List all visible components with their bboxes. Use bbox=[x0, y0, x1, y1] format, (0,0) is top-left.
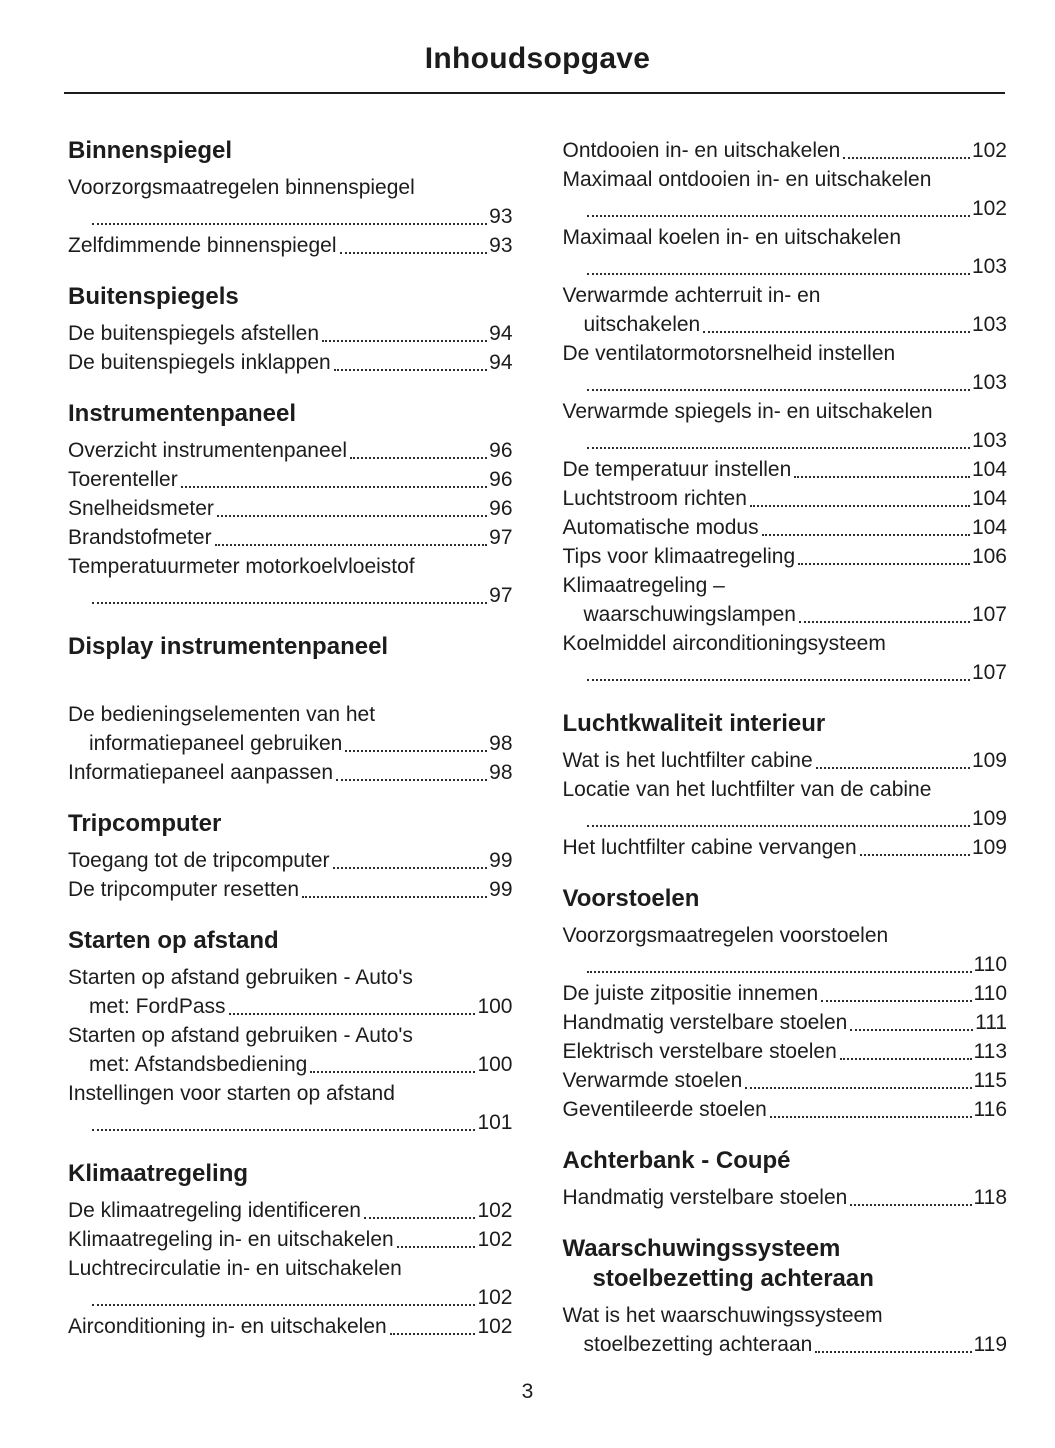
toc-entry-line bbox=[68, 436, 513, 465]
entry-text: Het luchtfilter cabine vervangen bbox=[562, 836, 857, 859]
toc-entry bbox=[563, 455, 1008, 484]
toc-entry-line bbox=[563, 339, 1008, 368]
entry-text: Verwarmde spiegels in- en uitschakelen bbox=[562, 400, 933, 423]
toc-entry bbox=[563, 165, 1008, 223]
entry-text: Luchtstroom richten bbox=[562, 487, 747, 510]
toc-entry bbox=[68, 231, 513, 260]
leader-dots bbox=[587, 825, 970, 827]
entry-page-number: 102 bbox=[477, 1315, 513, 1338]
toc-entry-line bbox=[68, 173, 513, 202]
toc-entry-line bbox=[563, 571, 1008, 600]
toc-entry-line bbox=[68, 1225, 513, 1254]
entry-page-number: 102 bbox=[971, 139, 1007, 162]
entry-text: Elektrisch verstelbare stoelen bbox=[562, 1040, 837, 1063]
entry-text: Wat is het luchtfilter cabine bbox=[562, 749, 813, 772]
entry-text: Overzicht instrumentenpaneel bbox=[68, 439, 347, 462]
leader-dots bbox=[799, 621, 970, 623]
entry-text: Temperatuurmeter motorkoelvloeistof bbox=[68, 555, 415, 578]
toc-entry-line bbox=[68, 552, 513, 581]
toc-entry-line bbox=[563, 223, 1008, 252]
toc-section bbox=[563, 1234, 1008, 1359]
entry-page-number: 110 bbox=[973, 953, 1007, 976]
toc-entry-line bbox=[563, 804, 1008, 833]
entry-page-number: 109 bbox=[971, 749, 1007, 772]
leader-dots bbox=[92, 1129, 475, 1131]
entry-page-number: 106 bbox=[971, 545, 1007, 568]
entry-page-number: 111 bbox=[975, 1011, 1007, 1034]
toc-column bbox=[563, 136, 1008, 1381]
entry-text: Luchtrecirculatie in- en uitschakelen bbox=[68, 1257, 402, 1280]
section-heading: Instrumentenpaneel bbox=[68, 400, 297, 427]
toc-entry-line bbox=[68, 1312, 513, 1341]
toc-entry-line bbox=[68, 992, 513, 1021]
toc-entry bbox=[68, 758, 513, 787]
toc-entry-line bbox=[563, 1066, 1008, 1095]
toc-entry-line bbox=[68, 963, 513, 992]
entry-text: Verwarmde achterruit in- en bbox=[562, 284, 821, 307]
toc-section bbox=[68, 136, 513, 260]
toc-entry-line bbox=[68, 758, 513, 787]
leader-dots bbox=[229, 1013, 476, 1015]
toc-entry bbox=[68, 552, 513, 610]
entry-page-number: 118 bbox=[973, 1186, 1007, 1209]
toc-entry-line bbox=[563, 921, 1008, 950]
toc-entry-line bbox=[563, 658, 1008, 687]
leader-dots bbox=[215, 544, 488, 546]
entry-page-number: 102 bbox=[971, 197, 1007, 220]
entry-page-number: 97 bbox=[489, 526, 513, 549]
toc-entry bbox=[68, 875, 513, 904]
toc-entry-line bbox=[68, 700, 513, 729]
toc-entry-line bbox=[68, 494, 513, 523]
leader-dots bbox=[587, 971, 972, 973]
leader-dots bbox=[815, 1351, 971, 1353]
entry-text: Handmatig verstelbare stoelen bbox=[562, 1186, 848, 1209]
toc-entry-line bbox=[563, 513, 1008, 542]
entry-text: Klimaatregeling in- en uitschakelen bbox=[68, 1228, 394, 1251]
toc-entry bbox=[563, 1008, 1008, 1037]
toc-entry bbox=[563, 979, 1008, 1008]
entry-page-number: 110 bbox=[973, 982, 1007, 1005]
title-divider bbox=[64, 92, 1005, 94]
toc-entry bbox=[68, 436, 513, 465]
toc-entry-line bbox=[68, 319, 513, 348]
toc-entry-line bbox=[68, 1050, 513, 1079]
toc-section bbox=[563, 136, 1008, 687]
entry-text: informatiepaneel gebruiken bbox=[89, 732, 343, 755]
entry-text: stoelbezetting achteraan bbox=[583, 1333, 813, 1356]
entry-page-number: 116 bbox=[973, 1098, 1007, 1121]
section-heading: Klimaatregeling bbox=[68, 1160, 249, 1187]
leader-dots bbox=[770, 1116, 972, 1118]
leader-dots bbox=[340, 252, 488, 254]
toc-entry-line bbox=[563, 542, 1008, 571]
entry-page-number: 102 bbox=[477, 1286, 513, 1309]
toc-section bbox=[563, 1146, 1008, 1212]
toc-entry-line bbox=[563, 746, 1008, 775]
entry-text: Handmatig verstelbare stoelen bbox=[562, 1011, 848, 1034]
entry-text: Instellingen voor starten op afstand bbox=[68, 1082, 395, 1105]
toc-entry-line bbox=[563, 629, 1008, 658]
entry-text: waarschuwingslampen bbox=[583, 603, 796, 626]
toc-entry bbox=[563, 1066, 1008, 1095]
toc-entry bbox=[563, 775, 1008, 833]
toc-entry-line bbox=[563, 484, 1008, 513]
toc-entry-line bbox=[68, 1021, 513, 1050]
entry-text: Automatische modus bbox=[562, 516, 759, 539]
toc-entry bbox=[68, 465, 513, 494]
toc-entry bbox=[563, 542, 1008, 571]
entry-page-number: 119 bbox=[973, 1333, 1007, 1356]
leader-dots bbox=[840, 1058, 972, 1060]
section-heading: Display instrumentenpaneel bbox=[68, 633, 389, 660]
toc-entry-line bbox=[563, 368, 1008, 397]
section-heading: Binnenspiegel bbox=[68, 137, 233, 164]
leader-dots bbox=[762, 534, 970, 536]
entry-text: Toerenteller bbox=[68, 468, 178, 491]
entry-text: Voorzorgsmaatregelen voorstoelen bbox=[562, 924, 889, 947]
leader-dots bbox=[843, 157, 970, 159]
entry-text: Ontdooien in- en uitschakelen bbox=[562, 139, 841, 162]
toc-entry bbox=[563, 921, 1008, 979]
leader-dots bbox=[587, 679, 970, 681]
toc-entry-line bbox=[563, 310, 1008, 339]
toc-entry-line bbox=[563, 775, 1008, 804]
toc-entry-line bbox=[563, 136, 1008, 165]
entry-text: Informatiepaneel aanpassen bbox=[68, 761, 334, 784]
leader-dots bbox=[217, 515, 487, 517]
entry-page-number: 103 bbox=[971, 429, 1007, 452]
toc-section bbox=[68, 282, 513, 377]
toc-entry-line bbox=[563, 979, 1008, 1008]
toc-section bbox=[68, 1159, 513, 1341]
toc-entry bbox=[68, 700, 513, 758]
leader-dots bbox=[798, 563, 970, 565]
toc-entry bbox=[563, 339, 1008, 397]
toc-entry-line bbox=[563, 281, 1008, 310]
leader-dots bbox=[860, 854, 970, 856]
entry-page-number: 100 bbox=[477, 1053, 513, 1076]
section-heading: Waarschuwingssysteem stoelbezetting achteraan bbox=[562, 1235, 874, 1292]
entry-page-number: 102 bbox=[477, 1228, 513, 1251]
toc-entry bbox=[68, 846, 513, 875]
entry-text: Locatie van het luchtfilter van de cabine bbox=[562, 778, 932, 801]
toc-entry bbox=[563, 484, 1008, 513]
entry-text: Voorzorgsmaatregelen binnenspiegel bbox=[68, 176, 415, 199]
toc-entry-line bbox=[68, 1283, 513, 1312]
leader-dots bbox=[310, 1071, 475, 1073]
toc-entry bbox=[563, 1183, 1008, 1212]
entry-text: Brandstofmeter bbox=[68, 526, 212, 549]
toc-entry-line bbox=[563, 194, 1008, 223]
entry-text: Starten op afstand gebruiken - Auto's bbox=[68, 1024, 413, 1047]
toc-section bbox=[563, 884, 1008, 1124]
toc-entry bbox=[68, 1021, 513, 1079]
toc-entry-line bbox=[563, 1330, 1008, 1359]
toc-entry bbox=[563, 136, 1008, 165]
leader-dots bbox=[334, 369, 487, 371]
entry-text: Starten op afstand gebruiken - Auto's bbox=[68, 966, 413, 989]
toc-entry bbox=[68, 1079, 513, 1137]
entry-text: Airconditioning in- en uitschakelen bbox=[68, 1315, 387, 1338]
toc-section bbox=[563, 709, 1008, 862]
entry-text: De ventilatormotorsnelheid instellen bbox=[562, 342, 896, 365]
leader-dots bbox=[745, 1087, 971, 1089]
toc-entry bbox=[563, 1095, 1008, 1124]
section-heading: Luchtkwaliteit interieur bbox=[562, 710, 826, 737]
toc-entry-line bbox=[68, 523, 513, 552]
entry-text: Verwarmde stoelen bbox=[562, 1069, 743, 1092]
entry-page-number: 96 bbox=[489, 497, 513, 520]
entry-text: met: FordPass bbox=[89, 995, 226, 1018]
entry-text: uitschakelen bbox=[583, 313, 701, 336]
entry-page-number: 113 bbox=[973, 1040, 1007, 1063]
toc-entry-line bbox=[68, 465, 513, 494]
entry-page-number: 104 bbox=[971, 458, 1007, 481]
leader-dots bbox=[850, 1029, 973, 1031]
leader-dots bbox=[322, 340, 487, 342]
entry-text: Tips voor klimaatregeling bbox=[562, 545, 796, 568]
toc-entry-line bbox=[68, 1254, 513, 1283]
toc-entry-line bbox=[68, 1108, 513, 1137]
leader-dots bbox=[816, 767, 970, 769]
toc-entry bbox=[68, 319, 513, 348]
toc-entry bbox=[68, 494, 513, 523]
page-title: Inhoudsopgave bbox=[424, 42, 651, 75]
entry-page-number: 98 bbox=[489, 761, 513, 784]
leader-dots bbox=[587, 273, 970, 275]
entry-text: Toegang tot de tripcomputer bbox=[68, 849, 330, 872]
entry-text: De tripcomputer resetten bbox=[68, 878, 300, 901]
entry-page-number: 104 bbox=[971, 487, 1007, 510]
entry-page-number: 109 bbox=[971, 807, 1007, 830]
entry-page-number: 98 bbox=[489, 732, 513, 755]
entry-text: Zelfdimmende binnenspiegel bbox=[68, 234, 337, 257]
leader-dots bbox=[587, 389, 970, 391]
toc-entry bbox=[563, 833, 1008, 862]
entry-page-number: 97 bbox=[489, 584, 513, 607]
toc-entry-line bbox=[563, 165, 1008, 194]
entry-page-number: 115 bbox=[973, 1069, 1007, 1092]
toc-entry-line bbox=[563, 397, 1008, 426]
leader-dots bbox=[850, 1204, 971, 1206]
toc-entry bbox=[563, 1301, 1008, 1359]
toc-entry bbox=[563, 513, 1008, 542]
toc-entry-line bbox=[68, 202, 513, 231]
entry-text: met: Afstandsbediening bbox=[89, 1053, 308, 1076]
toc-entry bbox=[68, 1312, 513, 1341]
toc-entry-line bbox=[563, 833, 1008, 862]
toc-column bbox=[68, 136, 513, 1381]
toc-entry bbox=[563, 1037, 1008, 1066]
entry-text: De temperatuur instellen bbox=[562, 458, 792, 481]
entry-page-number: 102 bbox=[477, 1199, 513, 1222]
toc-entry-line bbox=[563, 950, 1008, 979]
toc-entry bbox=[68, 1196, 513, 1225]
toc-entry-line bbox=[68, 1196, 513, 1225]
entry-page-number: 93 bbox=[489, 205, 513, 228]
toc-entry bbox=[68, 173, 513, 231]
toc-entry bbox=[563, 397, 1008, 455]
entry-page-number: 96 bbox=[489, 468, 513, 491]
toc-section bbox=[68, 926, 513, 1137]
toc-entry bbox=[68, 1225, 513, 1254]
toc-entry-line bbox=[563, 1095, 1008, 1124]
entry-page-number: 109 bbox=[971, 836, 1007, 859]
toc-entry bbox=[563, 746, 1008, 775]
entry-page-number: 96 bbox=[489, 439, 513, 462]
toc-entry bbox=[68, 963, 513, 1021]
toc-entry-line bbox=[68, 231, 513, 260]
toc-entry-line bbox=[68, 348, 513, 377]
toc-entry bbox=[563, 223, 1008, 281]
toc-entry-line bbox=[563, 1008, 1008, 1037]
entry-page-number: 99 bbox=[489, 849, 513, 872]
toc-entry-line bbox=[68, 875, 513, 904]
toc-entry bbox=[68, 1254, 513, 1312]
toc-entry-line bbox=[563, 1037, 1008, 1066]
toc-entry-line bbox=[563, 252, 1008, 281]
leader-dots bbox=[390, 1333, 476, 1335]
entry-page-number: 100 bbox=[477, 995, 513, 1018]
toc-section bbox=[68, 632, 513, 787]
toc-entry-line bbox=[68, 846, 513, 875]
section-heading: Voorstoelen bbox=[562, 885, 700, 912]
leader-dots bbox=[794, 476, 970, 478]
leader-dots bbox=[821, 1000, 971, 1002]
leader-dots bbox=[333, 867, 488, 869]
entry-text: Snelheidsmeter bbox=[68, 497, 214, 520]
entry-text: Wat is het waarschuwingssysteem bbox=[562, 1304, 883, 1327]
leader-dots bbox=[345, 750, 487, 752]
entry-page-number: 107 bbox=[971, 661, 1007, 684]
entry-text: Koelmiddel airconditioningsysteem bbox=[562, 632, 886, 655]
entry-text: De juiste zitpositie innemen bbox=[562, 982, 819, 1005]
toc-entry-line bbox=[563, 1183, 1008, 1212]
entry-text: De klimaatregeling identificeren bbox=[68, 1199, 361, 1222]
leader-dots bbox=[350, 457, 487, 459]
entry-page-number: 107 bbox=[971, 603, 1007, 626]
entry-text: Geventileerde stoelen bbox=[562, 1098, 767, 1121]
entry-text: De bedieningselementen van het bbox=[68, 703, 376, 726]
page-number: 3 bbox=[521, 1380, 534, 1403]
section-heading: Starten op afstand bbox=[68, 927, 279, 954]
toc-entry-line bbox=[563, 455, 1008, 484]
leader-dots bbox=[587, 215, 970, 217]
section-heading: Tripcomputer bbox=[68, 810, 222, 837]
entry-page-number: 94 bbox=[489, 322, 513, 345]
entry-page-number: 103 bbox=[971, 313, 1007, 336]
toc-entry-line bbox=[563, 600, 1008, 629]
entry-text: De buitenspiegels inklappen bbox=[68, 351, 331, 374]
leader-dots bbox=[397, 1246, 476, 1248]
toc-section bbox=[68, 809, 513, 904]
entry-text: Maximaal ontdooien in- en uitschakelen bbox=[562, 168, 932, 191]
leader-dots bbox=[703, 331, 970, 333]
leader-dots bbox=[302, 896, 487, 898]
toc-entry-line bbox=[68, 729, 513, 758]
leader-dots bbox=[181, 486, 487, 488]
entry-text: Klimaatregeling – bbox=[562, 574, 725, 597]
entry-page-number: 104 bbox=[971, 516, 1007, 539]
entry-page-number: 103 bbox=[971, 255, 1007, 278]
leader-dots bbox=[336, 779, 487, 781]
toc-entry bbox=[68, 523, 513, 552]
section-heading: Buitenspiegels bbox=[68, 283, 239, 310]
toc-entry-line bbox=[68, 1079, 513, 1108]
entry-page-number: 103 bbox=[971, 371, 1007, 394]
toc-entry bbox=[563, 629, 1008, 687]
entry-page-number: 94 bbox=[489, 351, 513, 374]
entry-page-number: 99 bbox=[489, 878, 513, 901]
section-heading: Achterbank - Coupé bbox=[562, 1147, 791, 1174]
leader-dots bbox=[92, 1304, 475, 1306]
toc-entry bbox=[563, 281, 1008, 339]
toc-entry-line bbox=[563, 426, 1008, 455]
toc-section bbox=[68, 399, 513, 610]
leader-dots bbox=[92, 602, 487, 604]
entry-text: De buitenspiegels afstellen bbox=[68, 322, 319, 345]
toc-entry bbox=[563, 571, 1008, 629]
toc-entry-line bbox=[68, 581, 513, 610]
toc-columns bbox=[68, 136, 1007, 1381]
toc-entry-line bbox=[563, 1301, 1008, 1330]
leader-dots bbox=[750, 505, 970, 507]
leader-dots bbox=[587, 447, 970, 449]
entry-page-number: 101 bbox=[477, 1111, 513, 1134]
entry-text: Maximaal koelen in- en uitschakelen bbox=[562, 226, 902, 249]
leader-dots bbox=[364, 1217, 475, 1219]
entry-page-number: 93 bbox=[489, 234, 513, 257]
leader-dots bbox=[92, 223, 487, 225]
toc-entry bbox=[68, 348, 513, 377]
